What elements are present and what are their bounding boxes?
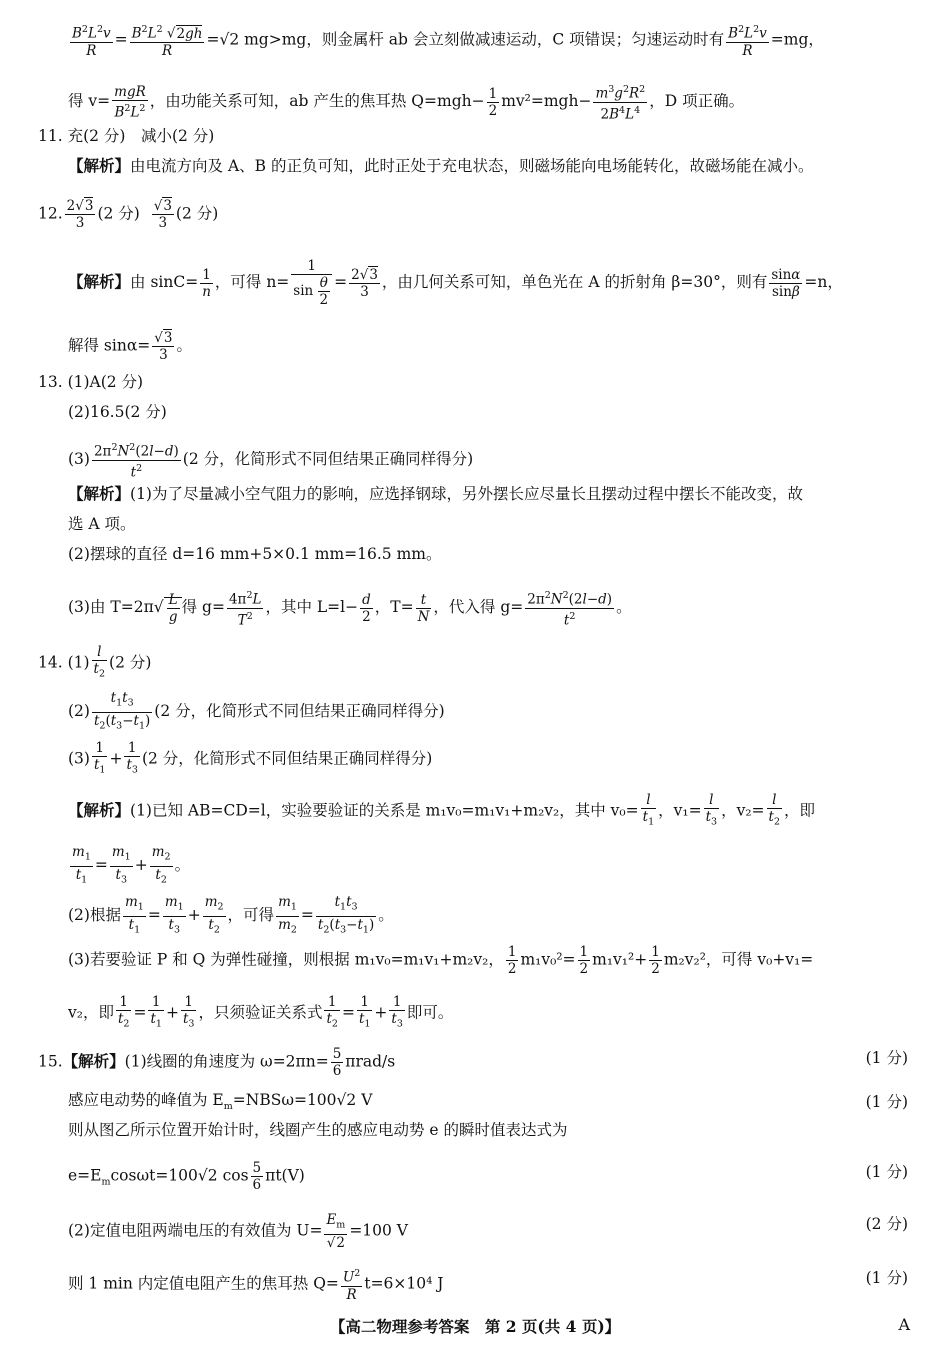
fraction: $\frac{√3}{3}$ xyxy=(153,198,172,231)
q15-line-4: $e=E_m\cos\omega t=100√2$ cos $\frac{5}{6}$ πt(V) xyxy=(68,1160,305,1193)
fraction: $\frac{1}{2}$ xyxy=(507,944,517,977)
points-label: (1 分) xyxy=(865,1049,908,1067)
fraction: $\frac{√3}{3}$ xyxy=(154,330,173,363)
fraction: $\frac{1}{n}$ xyxy=(202,266,211,300)
fraction: $\frac{m_1}{m_2}$ xyxy=(278,894,297,936)
fraction: $\frac{m_1}{t_1}$ xyxy=(72,844,91,886)
fraction: $\frac{1}{t_1}$ xyxy=(93,740,106,776)
fraction: $\frac{t_1t_3}{t_2(t_3-t_1)}$ xyxy=(93,690,151,732)
q12-answer: 12. $\frac{2√3}{3}$ (2 分) $\frac{√3}{3}$ (2 分) xyxy=(38,198,219,231)
fraction: $\frac{m_1}{t_3}$ xyxy=(164,894,184,936)
q12-explanation-2: 解得 sinα= $\frac{√3}{3}$ 。 xyxy=(68,330,192,363)
fraction: $\frac{m^3g^2R^2}{2B^4L^4}$ xyxy=(595,84,646,122)
fraction: $\frac{1}{2}$ xyxy=(579,944,589,977)
fraction: $\frac{U^2}{R}$ xyxy=(342,1268,361,1303)
q14-explanation-3: (3)若要验证 P 和 Q 为弹性碰撞，则根据 m₁v₀=m₁v₁+m₂v₂， $\frac{1}{2}$ m₁v₀²= $\frac{1}{2}$ m₁v₁²+ $\frac{1}{2}$ m₂v₂²，可得 v₀+v₁= xyxy=(68,944,814,977)
fraction: $\frac{B^2L^2v}{R}$ xyxy=(728,24,767,59)
q14-answer-3: (3) $\frac{1}{t_1}$ + $\frac{1}{t_3}$ (2 分，化简形式不同但结果正确同样得分) xyxy=(68,740,432,779)
q13-explanation-2: (2)摆球的直径 d=16 mm+5×0.1 mm=16.5 mm。 xyxy=(68,545,442,563)
q11-explanation: 【解析】由电流方向及 A、B 的正负可知，此时正处于充电状态，则磁场能向电场能转化，故磁场能在减小。 xyxy=(68,156,814,175)
fraction: $\frac{t_1t_3}{t_2(t_3-t_1)}$ xyxy=(317,894,375,936)
fraction: $\frac{1}{t_3}$ xyxy=(126,740,138,776)
fraction: $\frac{E_m}{√2}$ xyxy=(326,1212,346,1251)
fraction: $\frac{2\pi^2N^2(2l-d)}{t^2}$ xyxy=(93,442,179,480)
q10-line-1: $\frac{B^2L^2v}{R}$ = $\frac{B^2L^2 √2gh}{R}$ =√2 mg>mg，则金属杆 ab 会立刻做减速运动，C 项错误；匀速运动时有 $\frac{B^2L^2v}{R}$ =mg， xyxy=(72,24,824,59)
q15-line-3: 则从图乙所示位置开始计时，线圈产生的感应电动势 e 的瞬时值表达式为 xyxy=(68,1121,568,1139)
fraction: $\frac{2√3}{3}$ xyxy=(351,266,378,300)
fraction: mgR $B^2L^2$ xyxy=(114,83,146,121)
q12-explanation-1: 【解析】由 sinC= $\frac{1}{n}$ ，可得 n= 1 sin $\frac{\theta}{2}$ = $\frac{2√3}{3}$ ，由几何关系可知，单色光在 A 的折射角 β=30°，则有 $\frac{\sin\alpha}{\sin\beta}$ =n， xyxy=(68,258,843,308)
fraction: $\frac{B^2L^2v}{R}$ xyxy=(72,24,111,59)
fraction: $\frac{1}{2}$ xyxy=(488,85,498,119)
q14-answer-2: (2) $\frac{t_1t_3}{t_2(t_3-t_1)}$ (2 分，化简形式不同但结果正确同样得分) xyxy=(68,690,445,734)
fraction: $\frac{1}{2}$ xyxy=(651,944,660,977)
q11-answer: 11. 充(2 分) 减小(2 分) xyxy=(38,127,215,145)
points-label: (1 分) xyxy=(865,1163,908,1181)
fraction: $\frac{1}{t_3}$ xyxy=(182,994,195,1030)
fraction: $\frac{1}{t_3}$ xyxy=(391,994,403,1030)
q14-explanation-1b: $\frac{m_1}{t_1}$ = $\frac{m_1}{t_3}$ + $\frac{m_2}{t_2}$ 。 xyxy=(68,844,190,888)
q14-explanation-4: v₂，即 $\frac{1}{t_2}$ = $\frac{1}{t_1}$ + $\frac{1}{t_3}$ ，只须验证关系式 $\frac{1}{t_2}$ = $\frac{1}{t_1}$ + $\frac{1}{t_3}$ 即可。 xyxy=(68,994,453,1033)
fraction: $\frac{1}{t_2}$ xyxy=(117,994,130,1030)
fraction: $\frac{B^2L^2 √2gh}{R}$ xyxy=(131,24,203,59)
fraction: $\frac{1}{t_2}$ xyxy=(326,994,338,1030)
fraction: $\frac{4\pi^2L}{T^2}$ xyxy=(228,590,262,628)
q13-explanation-1: 【解析】(1)为了尽量减小空气阻力的影响，应选择钢球，另外摆长应尽量长且摆动过程中摆长不能改变，故 xyxy=(68,484,803,503)
fraction: $\frac{l}{t_3}$ xyxy=(705,792,718,828)
q13-explanation-3: (3)由 T=2π√ $\frac{L}{g}$ 得 g= $\frac{4\pi^2L}{T^2}$ ，其中 L=l− $\frac{d}{2}$ ，T= $\frac{t}{N}$ ，代入得 g= $\frac{2\pi^2N^2(2l-d)}{t^2}$ 。 xyxy=(68,590,632,628)
fraction: $\frac{L}{g}$ xyxy=(168,591,178,625)
q15-line-1: 15.【解析】(1)线圈的角速度为 ω=2πn= $\frac{5}{6}$ πrad/s xyxy=(38,1046,396,1079)
fraction: $\frac{\sin\alpha}{\sin\beta}$ xyxy=(771,266,801,300)
q10-line-2: 得 v= mgR $B^2L^2$ ，由功能关系可知，ab 产生的焦耳热 Q=mgh− $\frac{1}{2}$ mv²=mgh− $\frac{m^3g^2R^2}{2B^4L^4}$ ，D 项正确。 xyxy=(68,83,745,122)
fraction: $\frac{d}{2}$ xyxy=(362,591,371,625)
q14-explanation-1: 【解析】(1)已知 AB=CD=l，实验要验证的关系是 m₁v₀=m₁v₁+m₂v₂，其中 v₀= $\frac{l}{t_1}$ ，v₁= $\frac{l}{t_3}$ ，v₂= $\frac{l}{t_2}$ ，即 xyxy=(68,792,815,831)
fraction: $\frac{2√3}{3}$ xyxy=(66,198,94,231)
fraction: $\frac{m_1}{t_1}$ xyxy=(124,894,144,936)
points-label: (1 分) xyxy=(865,1093,908,1111)
fraction: $\frac{l}{t_2}$ xyxy=(768,792,781,828)
q14-explanation-2: (2)根据 $\frac{m_1}{t_1}$ = $\frac{m_1}{t_3}$ + $\frac{m_2}{t_2}$ ，可得 $\frac{m_1}{m_2}$ = $\frac{t_1t_3}{t_2(t_3-t_1)}$ 。 xyxy=(68,894,394,938)
fraction: $\frac{t}{N}$ xyxy=(417,591,430,625)
q13-answer-1: 13. (1)A(2 分) xyxy=(38,373,144,391)
q15-line-6: 则 1 min 内定值电阻产生的焦耳热 Q= $\frac{U^2}{R}$ t=6×10⁴ J xyxy=(68,1268,444,1303)
version-mark: A xyxy=(898,1315,910,1334)
fraction: $\frac{2\pi^2N^2(2l-d)}{t^2}$ xyxy=(527,590,613,628)
fraction: 1 sin $\frac{\theta}{2}$ xyxy=(291,258,332,308)
points-label: (2 分) xyxy=(865,1215,908,1233)
fraction: $\frac{l}{t_1}$ xyxy=(642,792,655,828)
points-label: (1 分) xyxy=(865,1269,908,1287)
fraction: $\frac{5}{6}$ xyxy=(252,1160,262,1193)
fraction: $\frac{5}{6}$ xyxy=(332,1046,342,1079)
q13-answer-2: (2)16.5(2 分) xyxy=(68,403,167,421)
q13-answer-3: (3) $\frac{2\pi^2N^2(2l-d)}{t^2}$ (2 分，化简形式不同但结果正确同样得分) xyxy=(68,442,474,480)
q14-answer-1: 14. (1) $\frac{l}{t_2}$ (2 分) xyxy=(38,644,151,683)
fraction: $\frac{1}{t_1}$ xyxy=(358,994,371,1030)
q15-line-2: 感应电动势的峰值为 $E_m=NBS\omega=100√2$ V xyxy=(68,1091,373,1113)
fraction: $\frac{m_1}{t_3}$ xyxy=(111,844,131,886)
fraction: $\frac{1}{t_1}$ xyxy=(150,994,162,1030)
page-footer: 【高二物理参考答案 第 2 页(共 4 页)】 xyxy=(329,1317,621,1336)
fraction: $\frac{m_2}{t_2}$ xyxy=(151,844,171,886)
q15-line-5: (2)定值电阻两端电压的有效值为 U= $\frac{E_m}{√2}$ =100 V xyxy=(68,1212,409,1251)
fraction: $\frac{m_2}{t_2}$ xyxy=(204,894,224,936)
q13-explanation-1b: 选 A 项。 xyxy=(68,515,136,533)
fraction: $\frac{l}{t_2}$ xyxy=(93,644,106,680)
